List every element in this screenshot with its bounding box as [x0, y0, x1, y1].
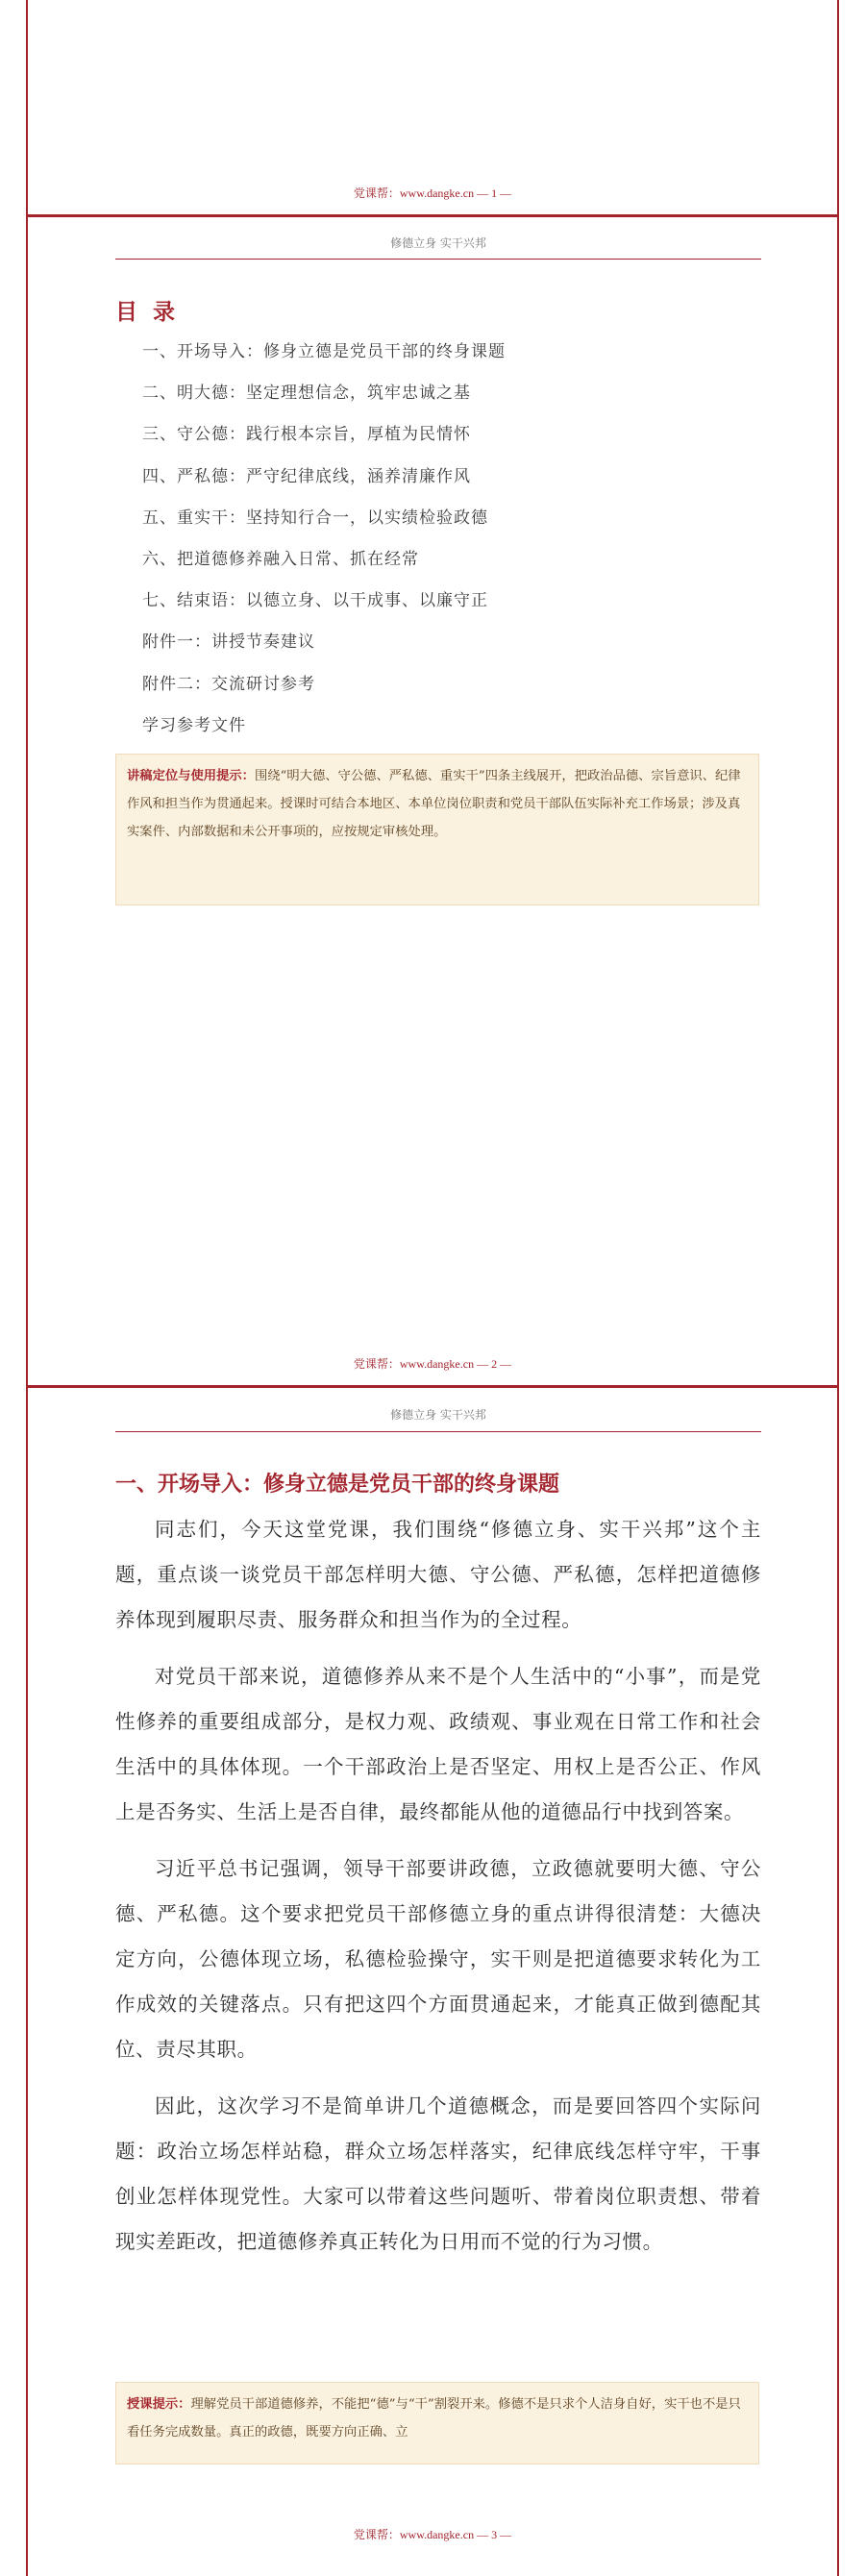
page-frame-right	[837, 0, 839, 2576]
toc-item[interactable]: 五、重实干：坚持知行合一，以实绩检验政德	[142, 508, 488, 528]
body-paragraph: 因此，这次学习不是简单讲几个道德概念，而是要回答四个实际问题：政治立场怎样站稳，群众立场怎样落实，纪律底线怎样守牢，干事创业怎样体现党性。大家可以带着这些问题听、带着岗位职责想、带着现实差距改，把道德修养真正转化为日用而不觉的行为习惯。	[115, 2094, 761, 2253]
toc-item[interactable]: 七、结束语：以德立身、以干成事、以廉守正	[142, 591, 488, 611]
body-paragraph: 习近平总书记强调，领导干部要讲政德，立政德就要明大德、守公德、严私德。这个要求把党员干部修德立身的重点讲得很清楚：大德决定方向，公德体现立场，私德检验操守，实干则是把道德要求转化为工作成效的关键落点。只有把这四个方面贯通起来，才能真正做到德配其位、责尽其职。	[115, 1857, 761, 2061]
section-body	[115, 1507, 761, 2276]
toc-item[interactable]: 一、开场导入：修身立德是党员干部的终身课题	[142, 342, 506, 361]
section-heading: 一、开场导入：修身立德是党员干部的终身课题	[115, 1473, 560, 1497]
usage-note-label: 讲稿定位与使用提示：	[127, 769, 255, 783]
body-paragraph: 同志们，今天这堂党课，我们围绕“修德立身、实干兴邦”这个主题，重点谈一谈党员干部怎样明大德、守公德、严私德，怎样把道德修养体现到履职尽责、服务群众和担当作为的全过程。	[115, 1518, 761, 1631]
toc-item[interactable]: 六、把道德修养融入日常、抓在经常	[142, 549, 419, 569]
toc-item[interactable]: 二、明大德：坚定理想信念，筑牢忠诚之基	[142, 384, 471, 404]
page-footer: 党课帮：www.dangke.cn — 1 —	[353, 186, 512, 200]
page-frame-left	[26, 0, 28, 2576]
running-head-rule	[115, 259, 761, 260]
usage-note-box	[115, 754, 759, 905]
toc-item[interactable]: 附件一：讲授节奏建议	[142, 632, 315, 653]
toc-title: 目 录	[115, 299, 180, 325]
page-footer: 党课帮：www.dangke.cn — 3 —	[353, 2528, 512, 2541]
running-head-rule	[115, 1431, 761, 1432]
toc-list	[142, 337, 506, 753]
page-footer: 党课帮：www.dangke.cn — 2 —	[353, 1357, 512, 1371]
toc-item[interactable]: 学习参考文件	[142, 715, 246, 735]
toc-item[interactable]: 附件二：交流研讨参考	[142, 674, 315, 694]
toc-item[interactable]: 三、守公德：践行根本宗旨，厚植为民情怀	[142, 425, 471, 445]
running-head: 修德立身 实干兴邦	[390, 1408, 486, 1422]
body-paragraph: 对党员干部来说，道德修养从来不是个人生活中的“小事”，而是党性修养的重要组成部分，是权力观、政绩观、事业观在日常工作和社会生活中的具体体现。一个干部政治上是否坚定、用权上是否公正、作风上是否务实、生活上是否自律，最终都能从他的道德品行中找到答案。	[115, 1665, 761, 1823]
usage-note-text: 围绕“明大德、守公德、严私德、重实干”四条主线展开，把政治品德、宗旨意识、纪律作风和担当作为贯通起来。授课时可结合本地区、本单位岗位职责和党员干部队伍实际补充工作场景；涉及真实案件、内部数据和未公开事项的，应按规定审核处理。	[127, 769, 741, 839]
teaching-note-box	[115, 2382, 759, 2465]
page-divider	[26, 214, 839, 217]
toc-item[interactable]: 四、严私德：严守纪律底线，涵养清廉作风	[142, 466, 471, 486]
running-head: 修德立身 实干兴邦	[390, 236, 486, 250]
teaching-note-text: 理解党员干部道德修养，不能把“德”与“干”割裂开来。修德不是只求个人洁身自好，实干也不是只看任务完成数量。真正的政德，既要方向正确、立	[127, 2397, 741, 2440]
teaching-note-label: 授课提示：	[127, 2397, 191, 2412]
page-divider	[26, 1385, 839, 1388]
